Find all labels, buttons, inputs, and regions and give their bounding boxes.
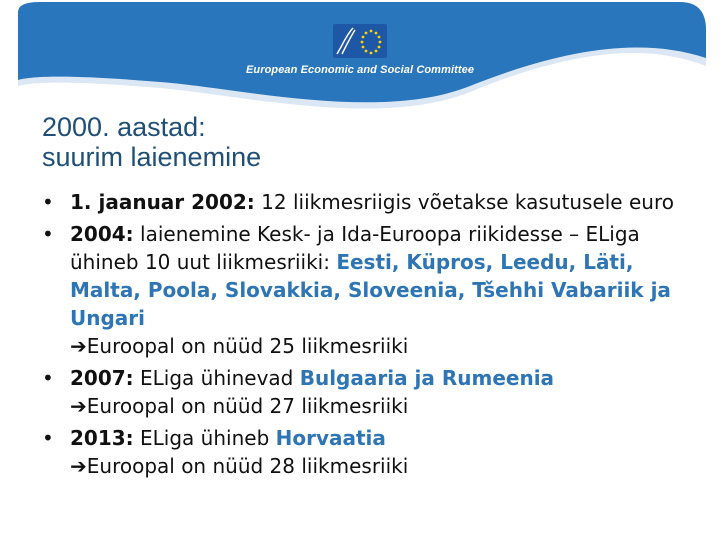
- slide-title: [42, 112, 642, 172]
- country-list: Bulgaaria ja Rumeenia: [299, 366, 555, 390]
- result-line: [70, 392, 692, 420]
- country-list: Horvaatia: [275, 426, 386, 450]
- result-line: [70, 332, 692, 360]
- bullet-text: 12 liikmesriigis võetakse kasutusele euro: [254, 190, 674, 214]
- bullet-text: ELiga ühineb: [133, 426, 276, 450]
- country-list: Eesti, Küpros, Leedu, Läti, Malta, Poola, Slovakkia, Sloveenia, Tšehhi Vabariik ja Ungari: [70, 250, 671, 330]
- bullet-list: [42, 188, 692, 484]
- bullet-icon: •: [42, 366, 54, 390]
- bullet-icon: •: [42, 222, 54, 246]
- result-text: Euroopal on nüüd 25 liikmesriiki: [86, 334, 409, 358]
- right-arrow-icon: ➔: [70, 394, 87, 418]
- right-arrow-icon: ➔: [70, 454, 87, 478]
- result-text: Euroopal on nüüd 27 liikmesriiki: [86, 394, 409, 418]
- bullet-item: [42, 220, 692, 360]
- eu-flag-logo: [333, 24, 387, 58]
- bullet-date: 2007:: [70, 366, 134, 390]
- bullet-icon: •: [42, 190, 54, 214]
- bullet-icon: •: [42, 426, 54, 450]
- organization-name: European Economic and Social Committee: [245, 64, 475, 76]
- bullet-date: 1. jaanuar 2002:: [70, 190, 255, 214]
- bullet-date: 2004:: [70, 222, 134, 246]
- result-line: [70, 452, 692, 480]
- bullet-date: 2013:: [70, 426, 134, 450]
- bullet-text: ELiga ühinevad: [133, 366, 300, 390]
- bullet-item: [42, 188, 692, 216]
- result-text: Euroopal on nüüd 28 liikmesriiki: [86, 454, 409, 478]
- slide-title-line1: 2000. aastad:: [42, 112, 206, 142]
- right-arrow-icon: ➔: [70, 334, 87, 358]
- bullet-text: laienemine Kesk- ja Ida-Euroopa riikidesse – ELiga ühineb 10 uut liikmesriiki:: [70, 222, 640, 274]
- bullet-item: [42, 424, 692, 480]
- slide-title-line2: suurim laienemine: [42, 142, 262, 172]
- bullet-item: [42, 364, 692, 420]
